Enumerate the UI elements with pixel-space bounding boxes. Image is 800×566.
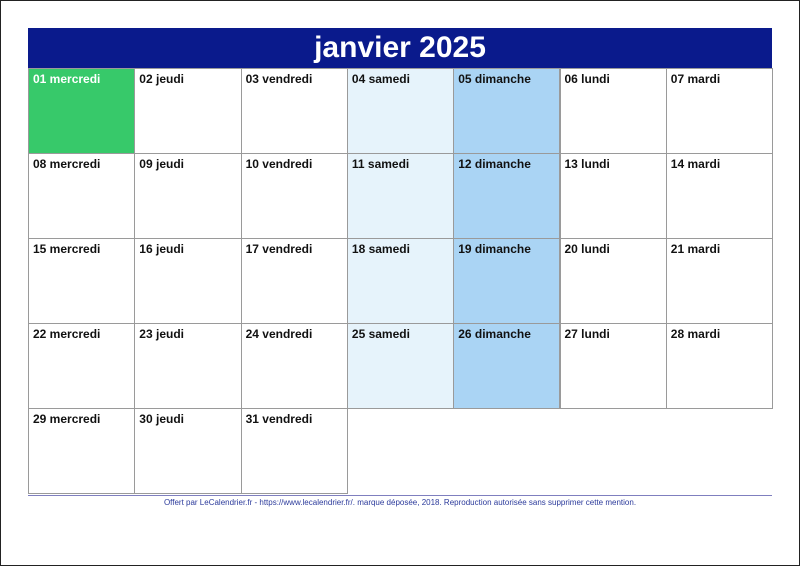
day-cell: 05 dimanche xyxy=(453,68,560,154)
day-cell: 11 samedi xyxy=(347,153,454,239)
day-cell: 26 dimanche xyxy=(453,323,560,409)
month-title: janvier 2025 xyxy=(28,28,772,68)
day-cell: 21 mardi xyxy=(666,238,773,324)
day-cell: 04 samedi xyxy=(347,68,454,154)
day-cell: 28 mardi xyxy=(666,323,773,409)
day-cell: 27 lundi xyxy=(560,323,667,409)
day-cell: 03 vendredi xyxy=(241,68,348,154)
day-cell: 09 jeudi xyxy=(134,153,241,239)
day-cell: 31 vendredi xyxy=(241,408,348,494)
calendar-grid xyxy=(28,68,772,493)
day-cell: 30 jeudi xyxy=(134,408,241,494)
day-cell: 19 dimanche xyxy=(453,238,560,324)
day-cell: 22 mercredi xyxy=(28,323,135,409)
day-cell: 13 lundi xyxy=(560,153,667,239)
day-cell: 08 mercredi xyxy=(28,153,135,239)
day-cell: 02 jeudi xyxy=(134,68,241,154)
day-cell: 23 jeudi xyxy=(134,323,241,409)
day-cell: 18 samedi xyxy=(347,238,454,324)
day-cell: 25 samedi xyxy=(347,323,454,409)
day-cell: 10 vendredi xyxy=(241,153,348,239)
day-cell: 12 dimanche xyxy=(453,153,560,239)
day-cell: 15 mercredi xyxy=(28,238,135,324)
day-cell: 24 vendredi xyxy=(241,323,348,409)
day-cell: 07 mardi xyxy=(666,68,773,154)
day-cell: 17 vendredi xyxy=(241,238,348,324)
footer-divider xyxy=(28,495,772,496)
day-cell: 16 jeudi xyxy=(134,238,241,324)
day-cell: 14 mardi xyxy=(666,153,773,239)
footer-credit: Offert par LeCalendrier.fr - https://www.lecalendrier.fr/. marque déposée, 2018. Reproduction autorisée sans supprimer cette mention. xyxy=(163,498,637,507)
day-cell: 01 mercredi xyxy=(28,68,135,154)
day-cell: 29 mercredi xyxy=(28,408,135,494)
day-cell: 06 lundi xyxy=(560,68,667,154)
day-cell: 20 lundi xyxy=(560,238,667,324)
